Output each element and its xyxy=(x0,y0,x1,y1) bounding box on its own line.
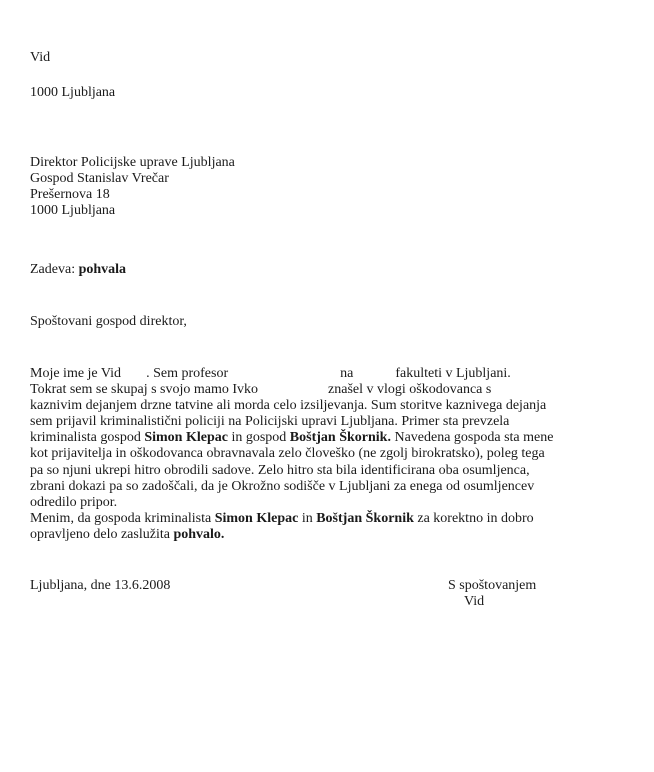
sender-city: 1000 Ljubljana xyxy=(30,85,116,100)
recipient-line-1: Direktor Policijske uprave Ljubljana xyxy=(30,155,235,170)
sender-name: Vid xyxy=(30,50,51,65)
body-line: Tokrat sem se skupaj s svojo mamo Ivko znašel v vlogi oškodovanca s xyxy=(30,382,492,398)
body-line: kaznivim dejanjem drzne tatvine ali morda celo izsiljevanja. Sum storitve kaznivega dejanja xyxy=(30,398,547,414)
recipient-line-3: Prešernova 18 xyxy=(30,187,110,202)
body-line: kriminalista gospod Simon Klepac in gospod Boštjan Škornik. Navedena gospoda sta mene xyxy=(30,430,554,446)
recipient-line-4: 1000 Ljubljana xyxy=(30,203,116,218)
subject-label: Zadeva: xyxy=(30,262,76,277)
recipient-line-2: Gospod Stanislav Vrečar xyxy=(30,171,169,186)
body-line: Menim, da gospoda kriminalista Simon Klepac in Boštjan Škornik za korektno in dobro xyxy=(30,510,534,526)
letter-body xyxy=(30,366,620,543)
body-line: Moje ime je Vid . Sem profesor na fakulteti v Ljubljani. xyxy=(30,366,511,381)
closing-signature xyxy=(448,578,536,610)
body-line: opravljeno delo zaslužita pohvalo. xyxy=(30,526,225,542)
place-date: Ljubljana, dne 13.6.2008 xyxy=(30,578,171,593)
sender-address xyxy=(30,50,115,101)
body-line: zbrani dokazi pa so zadoščali, da je Okrožno sodišče v Ljubljani za enega od osumljencev xyxy=(30,478,535,494)
body-line: sem prijavil kriminalistični policiji na Policijski upravi Ljubljana. Primer sta prevzela xyxy=(30,414,510,430)
body-line: pa so njuni ukrepi hitro obrodili sadove. Zelo hitro sta bila identificirana oba osumljenca, xyxy=(30,462,530,478)
recipient-address xyxy=(30,155,235,219)
signer-name: Vid xyxy=(464,594,485,609)
subject-line xyxy=(30,262,126,278)
subject-value: pohvala xyxy=(78,262,127,277)
closing-phrase: S spoštovanjem xyxy=(448,578,537,593)
body-line: odredilo pripor. xyxy=(30,494,118,510)
greeting: Spoštovani gospod direktor, xyxy=(30,314,187,329)
body-line: kot prijavitelja in oškodovanca obravnavala zelo človeško (ne zgolj birokratsko), poleg tega xyxy=(30,446,545,462)
